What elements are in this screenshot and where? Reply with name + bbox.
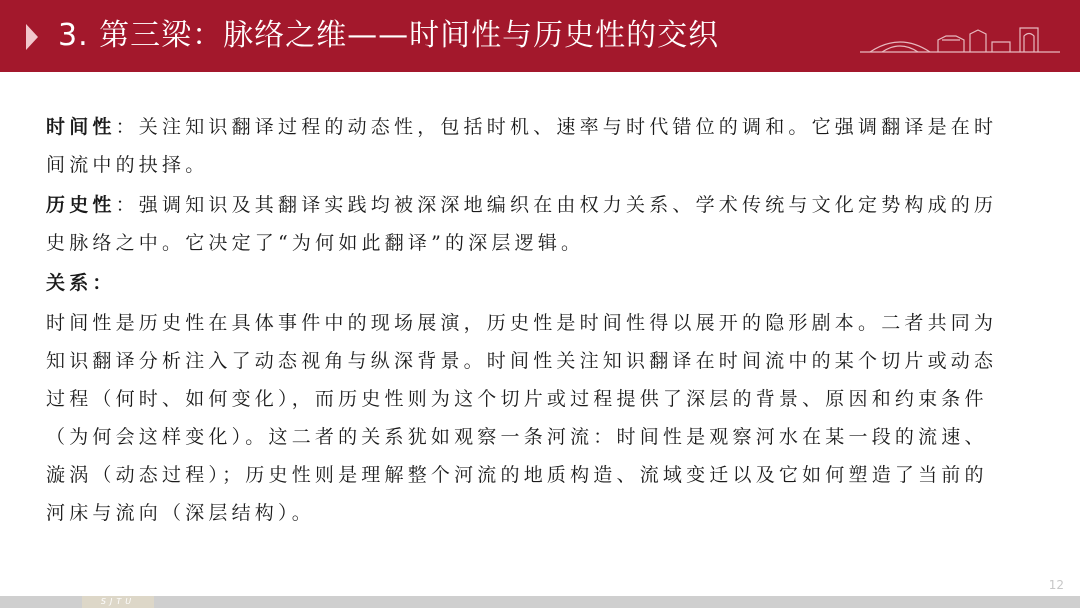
campus-skyline-icon — [860, 22, 1060, 58]
time-text: ：关注知识翻译过程的动态性，包括时机、速率与时代错位的调和。它强调翻译是在时间流中的抉择。 — [46, 116, 998, 176]
footer-brand: SJTU — [82, 596, 154, 608]
relation-heading: 关系： — [46, 272, 116, 294]
chevron-right-icon — [26, 24, 38, 50]
slide-body — [46, 108, 1006, 534]
history-text: ：强调知识及其翻译实践均被深深地编织在由权力关系、学术传统与文化定势构成的历史脉络之中。它决定了“为何如此翻译”的深层逻辑。 — [46, 194, 998, 254]
page-number: 12 — [1048, 578, 1064, 592]
history-term: 历史性 — [46, 194, 116, 216]
time-paragraph — [46, 108, 1006, 184]
slide-header — [0, 0, 1080, 72]
slide-title: 3. 第三梁：脉络之维——时间性与历史性的交织 — [58, 18, 720, 53]
footer-bar — [0, 596, 1080, 608]
history-paragraph — [46, 186, 1006, 262]
relation-paragraph: 时间性是历史性在具体事件中的现场展演，历史性是时间性得以展开的隐形剧本。二者共同为知识翻译分析注入了动态视角与纵深背景。时间性关注知识翻译在时间流中的某个切片或动态过程（何时、如何变化），而历史性则为这个切片或过程提供了深层的背景、原因和约束条件（为何会这样变化）。这二者的关系犹如观察一条河流：时间性是观察河水在某一段的流速、漩涡（动态过程）；历史性则是理解整个河流的地质构造、流域变迁以及它如何塑造了当前的河床与流向（深层结构）。 — [46, 312, 998, 524]
time-term: 时间性 — [46, 116, 116, 138]
